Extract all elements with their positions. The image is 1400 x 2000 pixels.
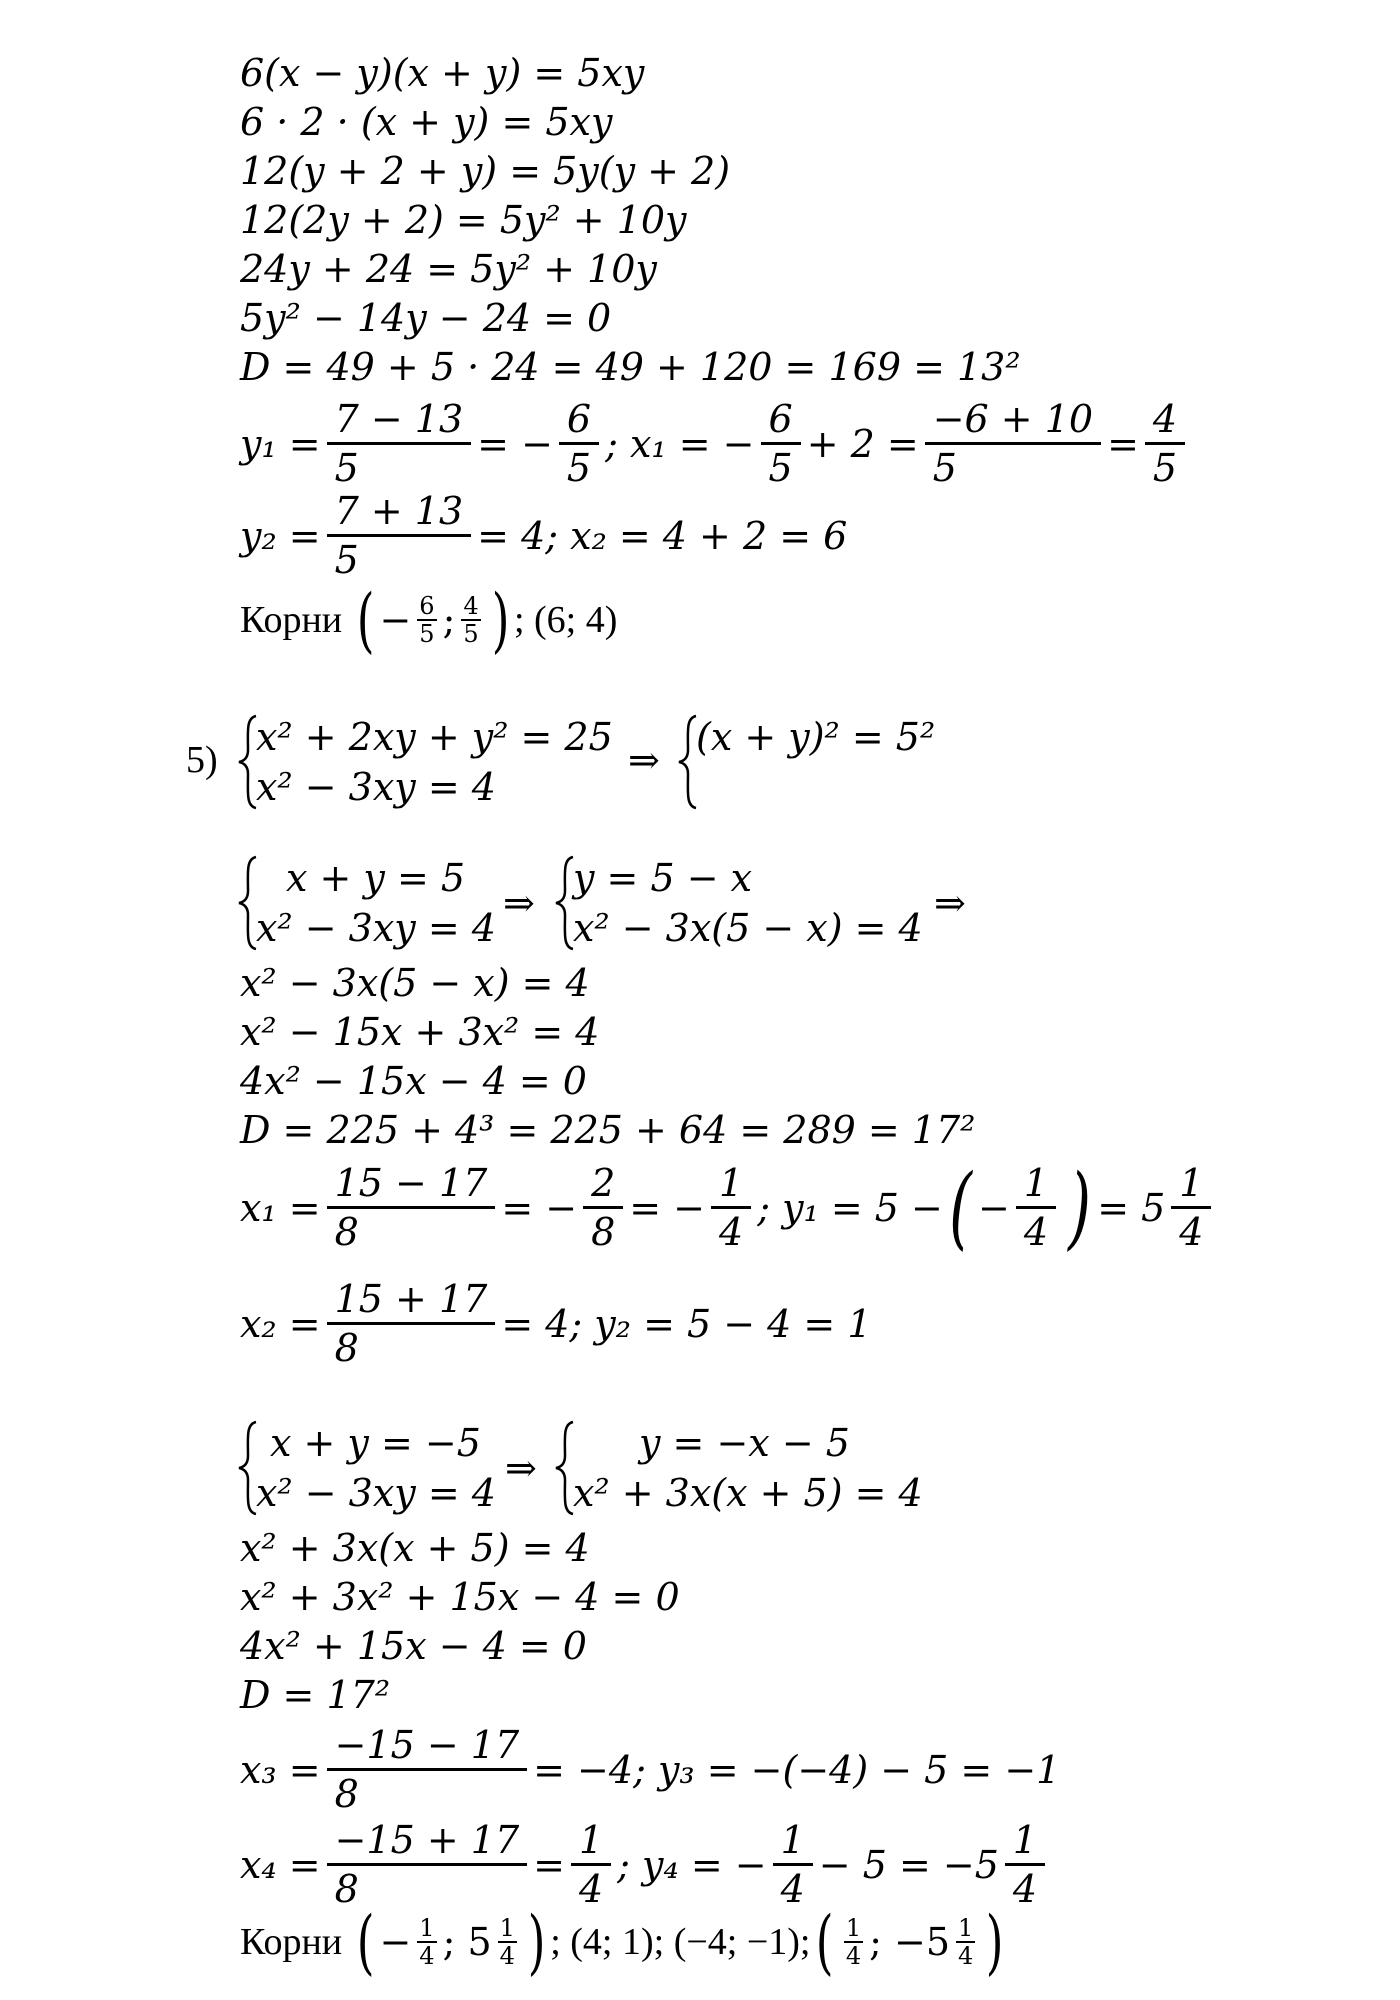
small-fraction: [844, 1915, 863, 1969]
system-equation: x² − 3x(5 − x) = 4: [573, 906, 923, 950]
root-x1-line: [240, 1154, 1217, 1260]
denominator: 5: [334, 538, 359, 582]
expr-text: + 2 =: [806, 421, 919, 466]
implies-arrow: ⇒: [503, 881, 535, 925]
denominator: 5: [334, 446, 359, 490]
system-equation: x + y = 5: [286, 856, 466, 900]
equation-system: [236, 712, 636, 812]
denominator: 5: [566, 446, 592, 490]
expr-text: ; −5: [869, 1920, 950, 1964]
root-y2-line: [240, 488, 847, 583]
numerator: 4: [1145, 396, 1185, 445]
fraction: [1171, 1160, 1211, 1255]
fraction: [1145, 396, 1185, 491]
expr-text: y₁ =: [240, 421, 321, 466]
fraction: [1016, 1160, 1056, 1255]
equation-line: 4x² + 15x − 4 = 0: [240, 1624, 587, 1668]
numerator: 15 − 17: [327, 1160, 496, 1209]
expr-text: = −4; y₃ = −(−4) − 5 = −1: [533, 1747, 1061, 1792]
minus-sign: −: [379, 598, 412, 642]
denominator: 4: [958, 1942, 974, 1970]
expr-text: ; y₁ = 5 −: [757, 1185, 943, 1230]
numerator: −6 + 10: [925, 396, 1101, 445]
expr-text: = 4; x₂ = 4 + 2 = 6: [477, 513, 848, 558]
expr-text: − 5 = −5: [818, 1842, 999, 1887]
discriminant-line: D = 225 + 4³ = 225 + 64 = 289 = 17²: [240, 1108, 976, 1152]
denominator: 8: [334, 1772, 359, 1816]
implies-arrow: ⇒: [628, 738, 660, 782]
system-equation: y = 5 − x: [573, 856, 753, 900]
equation-line: x² − 3x(5 − x) = 4: [240, 961, 590, 1005]
numerator: 1: [958, 1914, 974, 1942]
fraction: [327, 396, 472, 491]
roots-word: Корни: [240, 599, 343, 641]
equation-line: x² − 15x + 3x² = 4: [240, 1010, 600, 1054]
denominator: 4: [780, 1867, 805, 1911]
denominator: 5: [419, 620, 435, 648]
equation-line: 6 · 2 · (x + y) = 5xy: [240, 100, 613, 144]
fraction: [327, 1722, 528, 1817]
fraction: [773, 1817, 813, 1912]
denominator: 4: [719, 1210, 744, 1254]
system-equation: x² + 3x(x + 5) = 4: [573, 1471, 923, 1515]
denominator: 8: [334, 1326, 359, 1370]
equation-line: 6(x − y)(x + y) = 5xy: [240, 51, 645, 95]
small-fraction: [461, 593, 480, 647]
numerator: 15 + 17: [327, 1276, 496, 1325]
expr-text: x₃ =: [240, 1747, 321, 1792]
equation-line: x² + 3x² + 15x − 4 = 0: [240, 1575, 680, 1619]
system-equation: y = −x − 5: [639, 1421, 850, 1465]
open-paren: (: [815, 1901, 834, 1983]
denominator: 8: [591, 1210, 616, 1254]
minus-sign: −: [978, 1185, 1010, 1230]
small-fraction: [956, 1915, 975, 1969]
denominator: 5: [463, 620, 479, 648]
denominator: 4: [1179, 1210, 1204, 1254]
fraction: [327, 488, 472, 583]
denominator: 4: [1012, 1867, 1038, 1911]
roots-answer-line: [240, 579, 618, 661]
problem-number: 5): [186, 739, 218, 781]
expr-text: x₁ =: [240, 1185, 321, 1230]
small-fraction: [498, 1915, 517, 1969]
system-equation: x² + 2xy + y² = 25: [256, 715, 613, 759]
small-fraction: [417, 593, 436, 647]
roots-answer-line: [240, 1901, 1009, 1983]
expr-text: =: [1107, 421, 1139, 466]
numerator: 1: [1171, 1160, 1211, 1209]
expr-text: y₂ =: [240, 513, 321, 558]
implies-arrow: ⇒: [934, 881, 966, 925]
numerator: 1: [419, 1914, 435, 1942]
denominator: 4: [419, 1942, 435, 1970]
denominator: 5: [768, 446, 793, 490]
close-paren: ): [1068, 1154, 1092, 1260]
fraction: [571, 1817, 611, 1912]
system-equation: x² − 3xy = 4: [256, 765, 496, 809]
numerator: 1: [845, 1914, 862, 1942]
discriminant-line: D = 49 + 5 · 24 = 49 + 120 = 169 = 13²: [240, 345, 1021, 389]
implies-arrow: ⇒: [505, 1446, 537, 1490]
expr-text: = 4; y₂ = 5 − 4 = 1: [501, 1301, 872, 1346]
root-x4-line: [240, 1817, 1051, 1912]
close-paren: ): [491, 579, 510, 661]
denominator: 4: [499, 1942, 515, 1970]
numerator: 1: [1016, 1160, 1056, 1209]
close-paren: ): [986, 1901, 1004, 1983]
denominator: 4: [845, 1942, 862, 1970]
fraction: [327, 1276, 496, 1371]
numerator: 7 − 13: [327, 396, 472, 445]
denominator: 8: [334, 1210, 359, 1254]
roots-word: Корни: [240, 1921, 343, 1963]
expr-text: = 5: [1097, 1185, 1166, 1230]
separator: ;: [442, 598, 456, 642]
fraction: [559, 396, 599, 491]
numerator: 6: [559, 396, 599, 445]
numerator: −15 + 17: [327, 1817, 528, 1866]
open-paren: (: [949, 1154, 972, 1260]
fraction: [327, 1160, 496, 1255]
denominator: 4: [578, 1867, 604, 1911]
root-x3-line: [240, 1722, 1060, 1817]
numerator: 7 + 13: [327, 488, 472, 537]
expr-text: ; x₁ = −: [605, 421, 755, 466]
open-paren: (: [356, 579, 375, 661]
system-equation: (x + y)² = 5²: [696, 715, 936, 759]
close-paren: ): [527, 1901, 546, 1983]
equation-line: 5y² − 14y − 24 = 0: [240, 296, 612, 340]
discriminant-line: D = 17²: [240, 1673, 391, 1717]
denominator: 5: [932, 446, 957, 490]
system-equation: x² − 3xy = 4: [256, 906, 496, 950]
fraction: [761, 396, 801, 491]
expr-text: x₄ =: [240, 1842, 321, 1887]
equation-system: [553, 1418, 933, 1518]
minus-sign: −: [379, 1920, 412, 1964]
equation-line: 12(y + 2 + y) = 5y(y + 2): [240, 149, 731, 193]
equation-line: 4x² − 15x − 4 = 0: [240, 1059, 587, 1103]
fraction: [327, 1817, 528, 1912]
system-equation: x + y = −5: [270, 1421, 481, 1465]
numerator: 4: [463, 592, 479, 620]
denominator: 5: [1152, 446, 1178, 490]
equation-system: [553, 853, 933, 953]
equation-line: 24y + 24 = 5y² + 10y: [240, 247, 657, 291]
open-paren: (: [356, 1901, 375, 1983]
numerator: 1: [571, 1817, 611, 1866]
roots-rest: ; (6; 4): [513, 599, 618, 641]
expr-text: = −: [501, 1185, 578, 1230]
numerator: −15 − 17: [327, 1722, 528, 1771]
numerator: 1: [711, 1160, 751, 1209]
numerator: 6: [419, 592, 435, 620]
numerator: 1: [499, 1914, 515, 1942]
numerator: 1: [1005, 1817, 1045, 1866]
numerator: 6: [761, 396, 801, 445]
expr-text: ; y₄ = −: [617, 1842, 767, 1887]
root-x2-line: [240, 1276, 872, 1371]
fraction: [583, 1160, 623, 1255]
system-equation: x² − 3xy = 4: [256, 1471, 496, 1515]
root-y1-line: [240, 396, 1191, 491]
numerator: 2: [583, 1160, 623, 1209]
equation-line: 12(2y + 2) = 5y² + 10y: [240, 198, 687, 242]
expr-text: x₂ =: [240, 1301, 321, 1346]
fraction: [1005, 1817, 1045, 1912]
roots-rest: ; (4; 1); (−4; −1);: [550, 1921, 811, 1963]
denominator: 4: [1023, 1210, 1049, 1254]
expr-text: = −: [629, 1185, 706, 1230]
equation-line: x² + 3x(x + 5) = 4: [240, 1526, 590, 1570]
fraction: [711, 1160, 751, 1255]
equation-system: [676, 712, 976, 812]
expr-text: =: [533, 1842, 565, 1887]
expr-text: ; 5: [442, 1920, 492, 1964]
fraction: [925, 396, 1101, 491]
expr-text: = −: [477, 421, 553, 466]
denominator: 8: [334, 1867, 359, 1911]
equation-system: [236, 1418, 516, 1518]
numerator: 1: [773, 1817, 813, 1866]
small-fraction: [417, 1915, 436, 1969]
equation-system: [236, 853, 516, 953]
